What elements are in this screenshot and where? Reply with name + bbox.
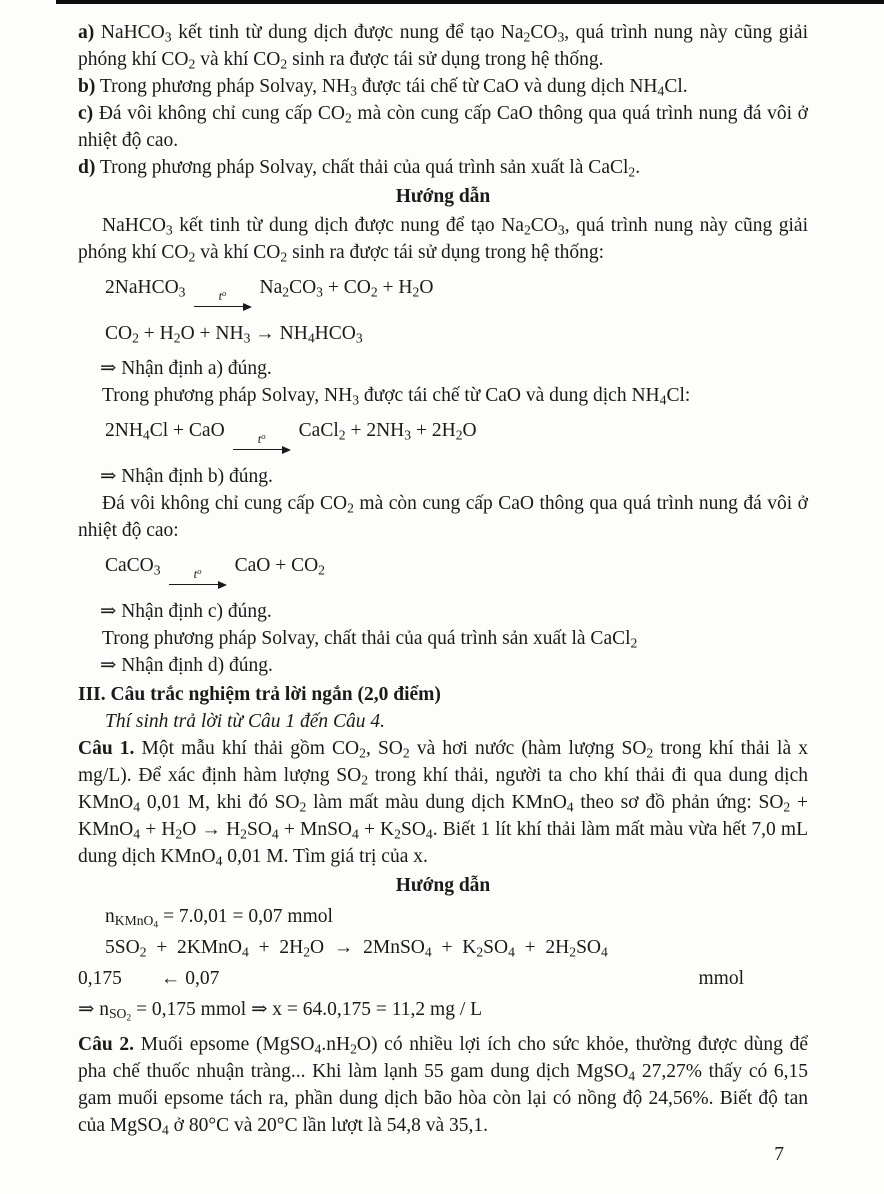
- equation-1: [105, 274, 808, 312]
- statement-a-label: a): [78, 22, 95, 43]
- heated-reaction-arrow-icon: [233, 431, 291, 455]
- guide-para-a: NaHCO$_3$ kết tinh từ dung dịch được nung để tạo $Na_2CO_3$, quá trình nung này cũng giải phóng khí $CO_2$ và khí $CO_2$ sinh ra được tái sử dụng trong hệ thống:: [78, 215, 808, 265]
- mole-ratio-row: [78, 965, 808, 992]
- statement-d-text: Trong phương pháp Solvay, chất thải của quá trình sản xuất là CaCl$_2$.: [99, 157, 641, 180]
- scan-top-edge-rule: [56, 0, 884, 4]
- section-iii-heading: III. Câu trắc nghiệm trả lời ngắn (2,0 điểm): [78, 684, 441, 705]
- statement-c-label: c): [78, 103, 94, 124]
- arrow-temperature-label: $t^o$: [257, 431, 266, 446]
- statement-a: [78, 19, 808, 73]
- page-number: 7: [774, 1144, 784, 1165]
- heated-reaction-arrow-icon: [169, 566, 227, 590]
- guide-heading-2: Hướng dẫn: [395, 875, 491, 896]
- statement-a-text: NaHCO$_3$ kết tinh từ dung dịch được nung để tạo $Na_2CO_3$, quá trình nung này cũng giải phóng khí $CO_2$ và khí $CO_2$ sinh ra được tái sử dụng trong hệ thống.: [78, 22, 809, 72]
- arrow-line: [169, 580, 227, 590]
- statement-b-label: b): [78, 76, 96, 97]
- equation-1-lhs: 2NaHCO$_3$: [105, 277, 186, 300]
- arrow-line: [194, 302, 252, 312]
- question-1: [78, 735, 808, 870]
- equation-3: [105, 417, 808, 455]
- conclusion-d: ⇒ Nhận định d) đúng.: [100, 655, 273, 676]
- guide-heading-1: Hướng dẫn: [395, 186, 491, 207]
- conclusion-b: ⇒ Nhận định b) đúng.: [100, 466, 273, 487]
- equation-4-lhs: CaCO$_3$: [105, 555, 161, 578]
- balanced-reaction-equation: $5SO_2$ + 2KMnO$_4$ + $2H_2O$ → 2MnSO$_4$ + $K_2SO_4 + 2H_2SO_4$: [105, 937, 608, 960]
- equation-1-rhs: $Na_2CO_3 + CO_2 + H_2O$: [259, 277, 434, 300]
- arrow-line: [233, 445, 291, 455]
- heated-reaction-arrow-icon: [194, 288, 252, 312]
- statement-c-text: Đá vôi không chỉ cung cấp $CO_2$ mà còn cung cấp CaO thông qua quá trình nung đá vôi ở nhiệt độ cao.: [78, 103, 808, 151]
- conclusion-c: ⇒ Nhận định c) đúng.: [100, 601, 272, 622]
- guide-para-c: Đá vôi không chỉ cung cấp $CO_2$ mà còn cung cấp CaO thông qua quá trình nung đá vôi ở nhiệt độ cao:: [78, 493, 808, 541]
- statement-b: [78, 73, 808, 100]
- question-1-text: Một mẫu khí thải gồm $CO_2$, $SO_2$ và hơi nước (hàm lượng $SO_2$ trong khí thải là x mg/L). Để xác định hàm lượng $SO_2$ trong khí thải, người ta cho khí thải đi qua dung dịch KMnO$_4$ 0,01 M, khi đó $SO_2$ làm mất màu dung dịch KMnO$_4$ theo sơ đồ phản ứng: $SO_2$ + KMnO$_4$ + $H_2O \to H_2SO_4$ + MnSO$_4$ + $K_2SO_4$. Biết 1 lít khí thải làm mất màu vừa hết 7,0 mL dung dịch KMnO$_4$ 0,01 M. Tìm giá trị của x.: [78, 738, 809, 869]
- statement-d-label: d): [78, 157, 96, 178]
- equation-3-lhs: $2NH_4Cl$ + CaO: [105, 420, 225, 443]
- statement-b-text: Trong phương pháp Solvay, $NH_3$ được tái chế từ CaO và dung dịch $NH_4Cl$.: [99, 76, 688, 99]
- conclusion-a: ⇒ Nhận định a) đúng.: [100, 358, 272, 379]
- mole-ratio-values: 0,175 ← 0,07: [78, 968, 220, 989]
- statement-d: [78, 154, 808, 181]
- equation-4-rhs: CaO + $CO_2$: [234, 555, 325, 578]
- question-2-text: Muối epsome $(MgSO_4.nH_2O)$ có nhiều lợi ích cho sức khỏe, thường được dùng để pha chế thuốc nhuận tràng... Khi làm lạnh 55 gam dung dịch MgSO$_4$ 27,27% thấy có 6,15 gam muối epsome tách ra, phần dung dịch bão hòa còn lại có nồng độ 24,56%. Biết độ tan của MgSO$_4$ ở 80°C và 20°C lần lượt là 54,8 và 35,1.: [78, 1034, 808, 1138]
- question-2: [78, 1031, 808, 1139]
- question-2-label: Câu 2.: [78, 1034, 135, 1055]
- question-1-label: Câu 1.: [78, 738, 135, 759]
- mole-unit-label: mmol: [698, 968, 744, 989]
- equation-4: [105, 552, 808, 590]
- calc-kmno4-moles: $n_{KMnO_4} = 7.0,01 = 0,07$ mmol: [105, 906, 333, 931]
- equation-3-rhs: CaCl$_2$ + $2NH_3 + 2H_2O$: [298, 420, 477, 443]
- guide-para-b: Trong phương pháp Solvay, $NH_3$ được tái chế từ CaO và dung dịch $NH_4Cl$:: [102, 385, 691, 408]
- section-iii-note: Thí sinh trả lời từ Câu 1 đến Câu 4.: [105, 711, 385, 732]
- statement-c: [78, 100, 808, 154]
- guide-para-d: Trong phương pháp Solvay, chất thải của quá trình sản xuất là CaCl$_2$: [102, 628, 638, 651]
- result-line: ⇒ $n_{SO_2} = 0,175$ mmol ⇒ x = 64.0,175 = 11,2 mg / L: [78, 999, 483, 1024]
- arrow-temperature-label: $t^o$: [193, 566, 202, 581]
- arrow-temperature-label: $t^o$: [218, 288, 227, 303]
- equation-2: $CO_2 + H_2O + NH_3 \to NH_4HCO_3$: [105, 323, 363, 346]
